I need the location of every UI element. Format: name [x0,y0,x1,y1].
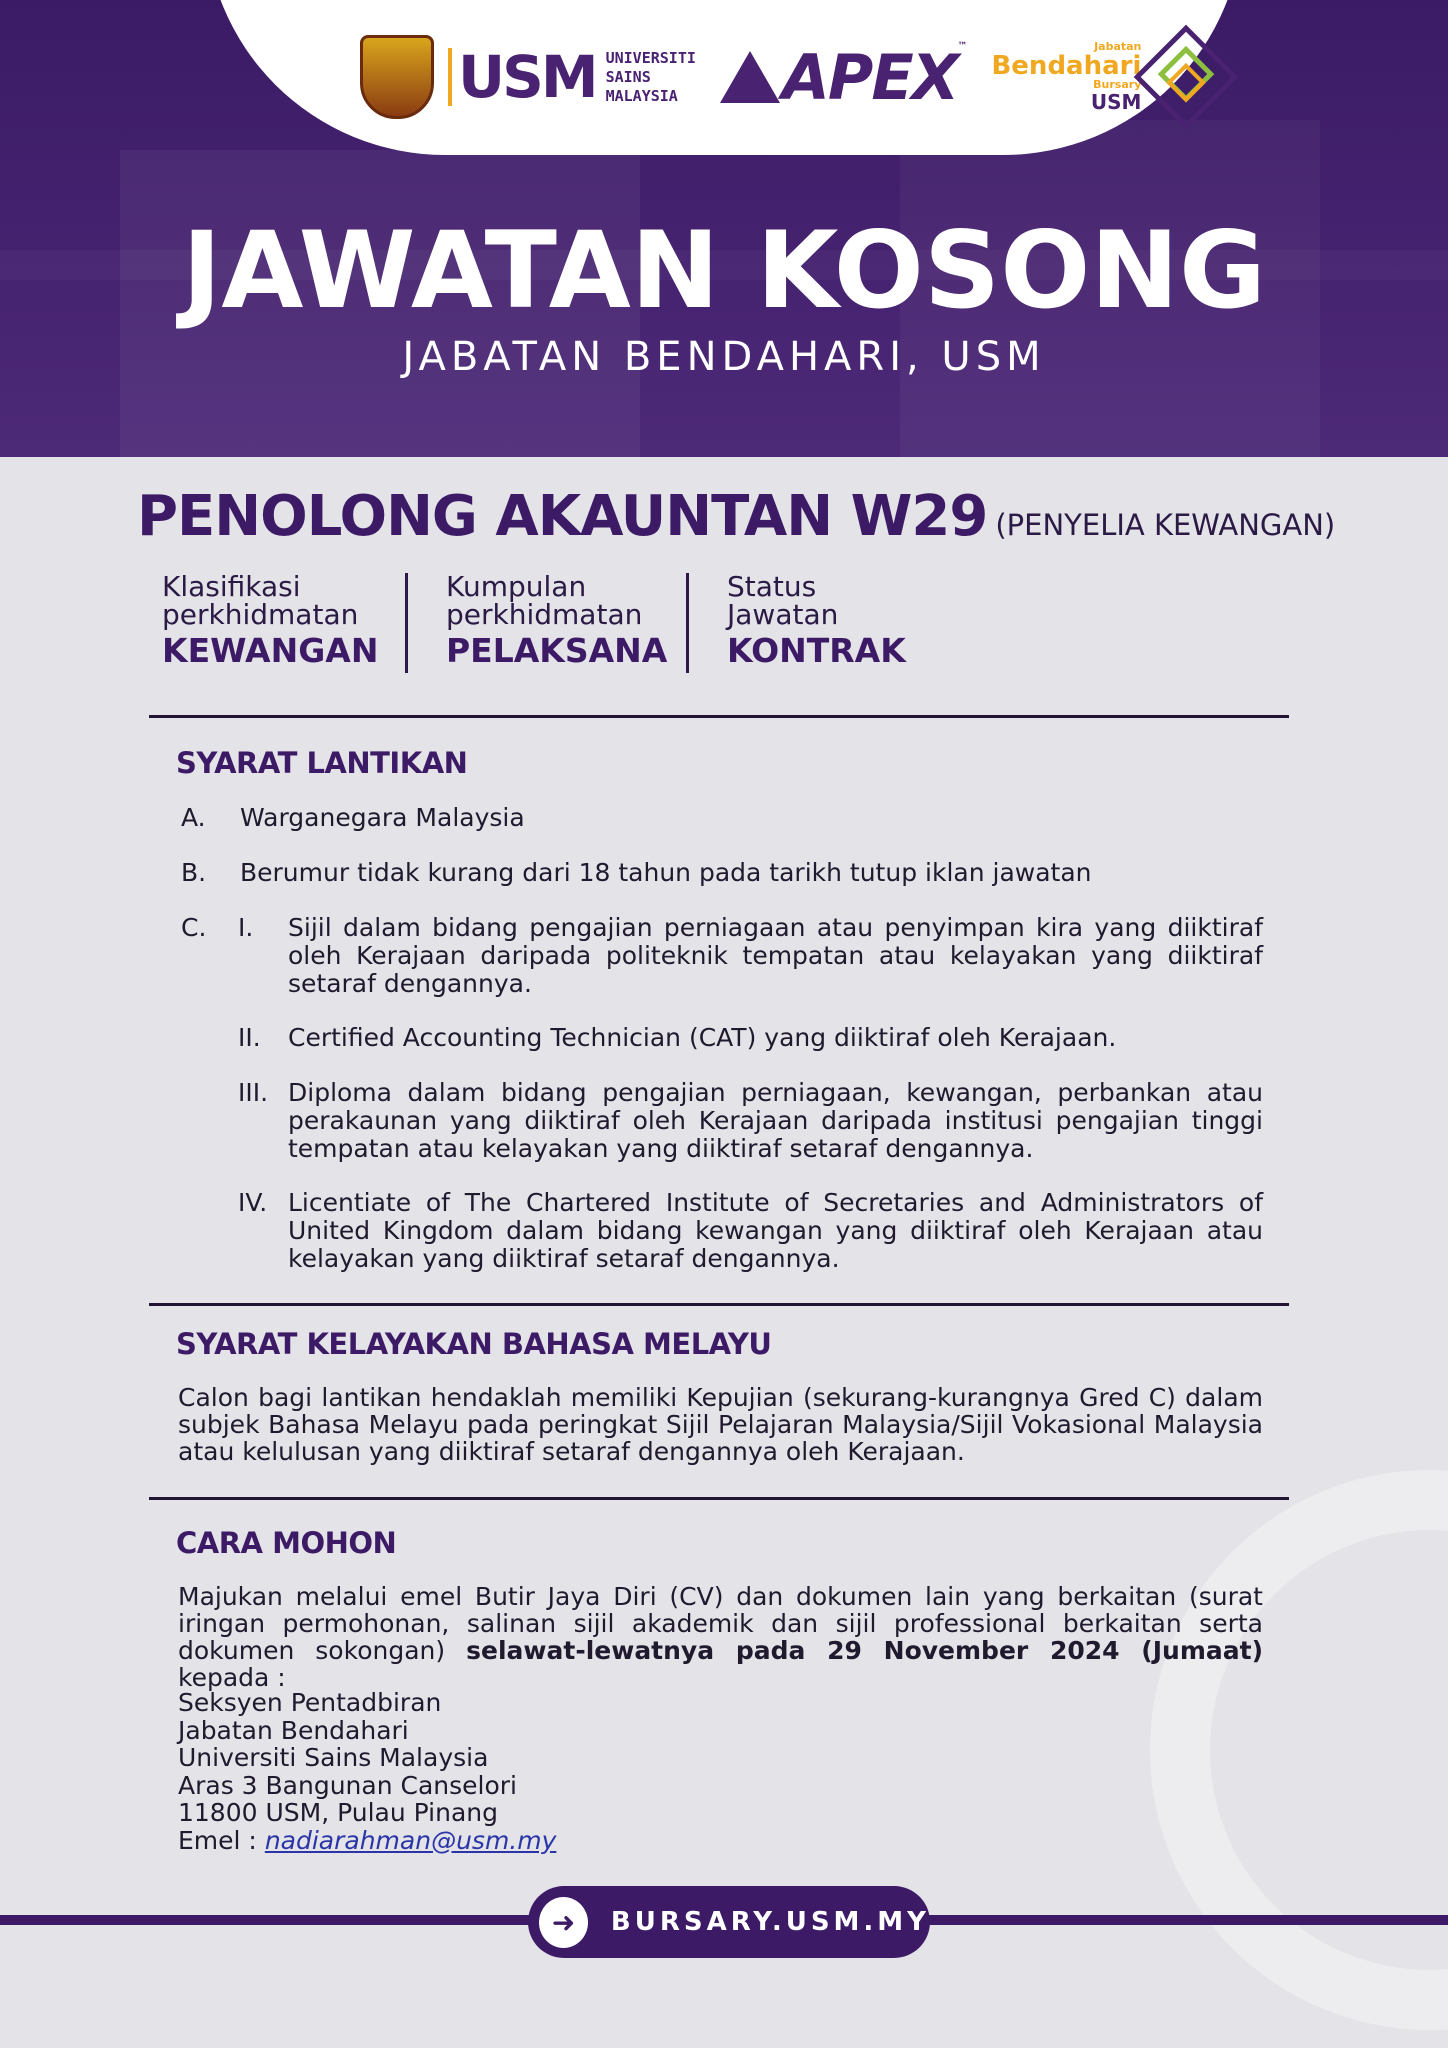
email-link[interactable]: nadiarahman@usm.my [264,1825,557,1855]
list-item: Warganegara Malaysia [240,803,525,832]
address-block: Seksyen Pentadbiran Jabatan Bendahari Universiti Sains Malaysia Aras 3 Bangunan Canselori 11800 USM, Pulau Pinang Emel : nadiarahman@usm.my [178,1688,557,1855]
info-classification: Klasifikasi perkhidmatan KEWANGAN [162,570,379,670]
list-marker: B. [181,858,207,887]
sublist-item: Licentiate of The Chartered Institute of Secretaries and Administrators of United Kingdom dalam bidang kewangan yang diiktiraf oleh Kerajaan atau kelayakan yang diiktiraf setaraf dengannya. [288,1188,1263,1273]
sublist-marker: III. [238,1078,269,1107]
section-heading-cara-mohon: CARA MOHON [176,1526,397,1560]
list-item: Berumur tidak kurang dari 18 tahun pada tarikh tutup iklan jawatan [240,858,1092,887]
sublist-item: Diploma dalam bidang pengajian perniagaan, kewangan, perbankan atau perakaunan yang diiktiraf oleh Kerajaan daripada institusi pengajian tinggi tempatan atau kelayakan yang diiktiraf setaraf dengannya. [288,1078,1263,1163]
sublist-marker: II. [238,1023,261,1052]
section-heading-syarat-lantikan: SYARAT LANTIKAN [176,746,468,780]
arrow-right-icon: ➜ [539,1897,588,1948]
website-url: BURSARY.USM.MY [610,1907,930,1937]
apex-logo: APEX™ [720,41,966,114]
bahasa-melayu-text: Calon bagi lantikan hendaklah memiliki Kepujian (sekurang-kurangnya Gred C) dalam subjek Bahasa Melayu pada peringkat Sijil Pelajaran Malaysia/Sijil Vokasional Malaysia atau kelulusan yang diiktiraf setaraf dengannya oleh Kerajaan. [178,1383,1263,1466]
post-subtitle: (PENYELIA KEWANGAN) [995,508,1336,542]
post-title: PENOLONG AKAUNTAN W29 (PENYELIA KEWANGAN) [137,484,1336,549]
page-title: JAWATAN KOSONG [181,209,1267,332]
list-marker: A. [181,803,206,832]
usm-logo-text: UNIVERSITI SAINS MALAYSIA [605,48,696,105]
apex-triangle-icon [720,51,780,103]
info-status: Status Jawatan KONTRAK [686,573,927,673]
sublist-marker: IV. [238,1188,268,1217]
sublist-item: Sijil dalam bidang pengajian perniagaan atau penyimpan kira yang diiktiraf oleh Kerajaan daripada politeknik tempatan atau kelayakan yang diiktiraf setaraf dengannya. [288,913,1263,998]
section-heading-bahasa-melayu: SYARAT KELAYAKAN BAHASA MELAYU [176,1327,772,1361]
sublist-item: Certified Accounting Technician (CAT) yang diiktiraf oleh Kerajaan. [288,1023,1117,1052]
cara-mohon-text: Majukan melalui emel Butir Jaya Diri (CV) dan dokumen lain yang berkaitan (surat iringan permohonan, salinan sijil akademik dan sijil professional berkaitan serta dokumen sokongan) selawat-lewatnya pada 29 November 2024 (Jumaat) kepada : [178,1582,1264,1692]
divider [149,715,1289,718]
decorative-ring [1150,1470,1448,2030]
list-marker: C. [181,913,207,942]
usm-crest-icon [360,35,434,119]
sublist-marker: I. [238,913,254,942]
page-subtitle: JABATAN BENDAHARI, USM [402,334,1046,380]
divider [149,1303,1289,1306]
bendahari-diamond-icon [1134,25,1239,130]
deadline-text: selawat-lewatnya pada 29 November 2024 (Jumaat) [466,1636,1264,1665]
info-row [162,570,927,673]
divider [149,1497,1289,1500]
logo-row [360,22,1223,132]
usm-logo: USM [448,48,596,106]
email-line: Emel : nadiarahman@usm.my [178,1825,557,1855]
bendahari-logo: Jabatan Bendahari Bursary USM [991,40,1142,114]
header-banner [0,0,1448,457]
info-group: Kumpulan perkhidmatan PELAKSANA [405,573,686,673]
website-button[interactable] [528,1886,930,1958]
